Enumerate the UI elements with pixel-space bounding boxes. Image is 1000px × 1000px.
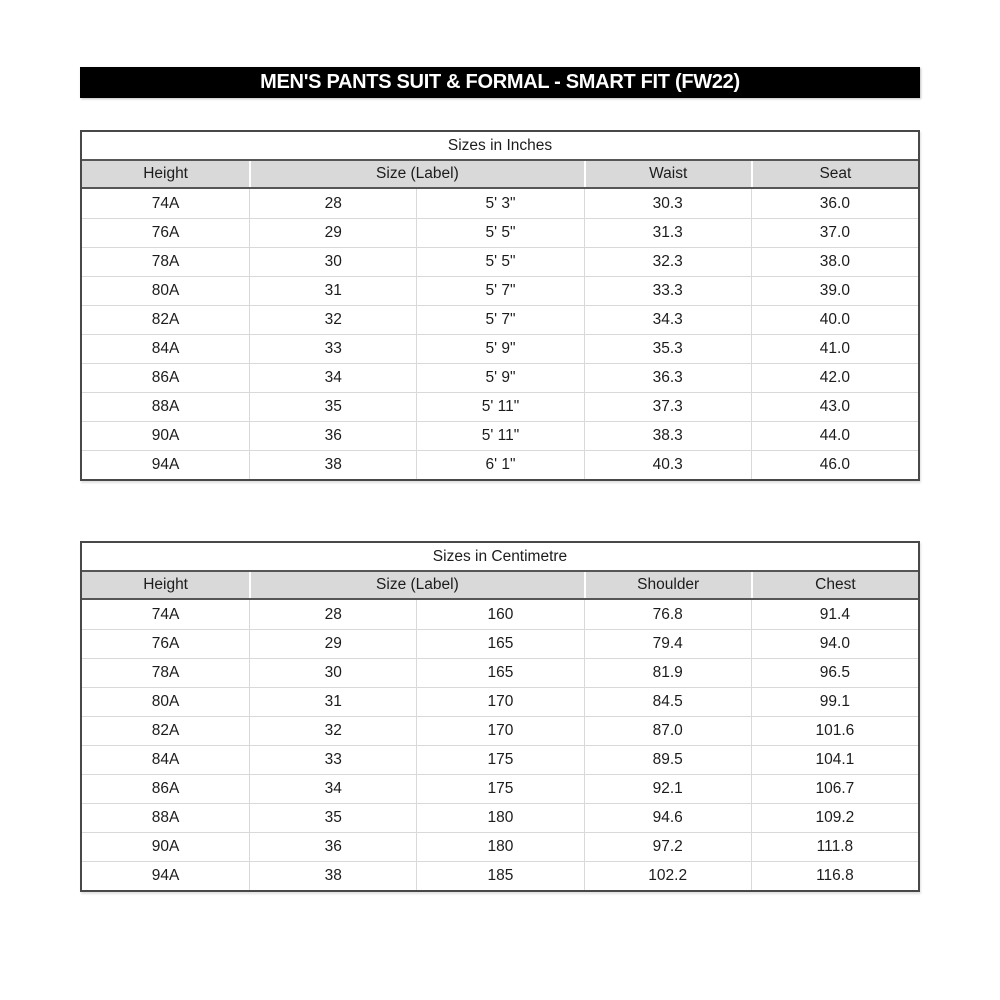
table-cell: 78A bbox=[151, 253, 180, 270]
table-row bbox=[82, 774, 918, 803]
table-cell: 90A bbox=[151, 427, 180, 444]
table-cell: 31.3 bbox=[584, 219, 751, 247]
table-cell: 5' 11" bbox=[416, 393, 583, 421]
table-row bbox=[82, 450, 918, 479]
table-cell: 36.3 bbox=[584, 364, 751, 392]
table-cell: 74A bbox=[151, 194, 180, 212]
table-cell: 78A bbox=[151, 664, 180, 681]
table-cell: 29 bbox=[249, 219, 416, 247]
table-cell: 28 bbox=[249, 189, 416, 218]
table-cell: 94.0 bbox=[751, 630, 918, 658]
table-row bbox=[82, 600, 918, 629]
table-cell: 5' 9" bbox=[416, 364, 583, 392]
column-header-waist: Waist bbox=[584, 161, 751, 187]
table-cell: 30 bbox=[249, 659, 416, 687]
table-cell: 30.3 bbox=[584, 189, 751, 218]
table-cell: 80A bbox=[151, 693, 180, 710]
table-cell: 88A bbox=[151, 398, 180, 415]
table-cell: 116.8 bbox=[751, 862, 918, 890]
table-cell: 36 bbox=[249, 422, 416, 450]
table-cell: 175 bbox=[416, 775, 583, 803]
table-row bbox=[82, 363, 918, 392]
table-title: Sizes in Inches bbox=[82, 132, 918, 159]
table-cell: 30 bbox=[249, 248, 416, 276]
column-header-size-label: Size (Label) bbox=[249, 161, 583, 187]
table-row bbox=[82, 276, 918, 305]
table-cell: 170 bbox=[416, 717, 583, 745]
chart-title-banner bbox=[80, 67, 920, 98]
table-cell: 46.0 bbox=[751, 451, 918, 479]
table-cell: 89.5 bbox=[584, 746, 751, 774]
table-cell: 38.3 bbox=[584, 422, 751, 450]
table-cell: 33 bbox=[249, 335, 416, 363]
table-cell: 32 bbox=[249, 306, 416, 334]
table-cell: 84A bbox=[151, 751, 180, 768]
table-cell: 38 bbox=[249, 862, 416, 890]
table-cell: 6' 1" bbox=[416, 451, 583, 479]
table-cell: 34 bbox=[249, 364, 416, 392]
table-cell: 90A bbox=[151, 838, 180, 855]
table-row bbox=[82, 247, 918, 276]
table-row bbox=[82, 687, 918, 716]
table-cell: 34 bbox=[249, 775, 416, 803]
table-cell: 40.0 bbox=[751, 306, 918, 334]
table-cell: 102.2 bbox=[584, 862, 751, 890]
column-header-seat: Seat bbox=[751, 161, 918, 187]
table-row bbox=[82, 334, 918, 363]
table-cell: 5' 7" bbox=[416, 306, 583, 334]
table-cell: 185 bbox=[416, 862, 583, 890]
table-row bbox=[82, 629, 918, 658]
table-cell: 165 bbox=[416, 659, 583, 687]
table-cell: 80A bbox=[151, 282, 180, 299]
table-cell: 76A bbox=[151, 224, 180, 241]
centimetre-size-table bbox=[80, 541, 920, 892]
table-cell: 5' 9" bbox=[416, 335, 583, 363]
table-cell: 32.3 bbox=[584, 248, 751, 276]
table-cell: 96.5 bbox=[751, 659, 918, 687]
table-header-row bbox=[82, 159, 918, 189]
table-cell: 74A bbox=[151, 605, 180, 623]
table-cell: 33.3 bbox=[584, 277, 751, 305]
table-cell: 88A bbox=[151, 809, 180, 826]
table-cell: 84.5 bbox=[584, 688, 751, 716]
table-cell: 36.0 bbox=[751, 189, 918, 218]
table-cell: 5' 3" bbox=[416, 189, 583, 218]
column-header-chest: Chest bbox=[751, 572, 918, 598]
table-cell: 42.0 bbox=[751, 364, 918, 392]
table-cell: 29 bbox=[249, 630, 416, 658]
table-cell: 111.8 bbox=[751, 833, 918, 861]
table-cell: 41.0 bbox=[751, 335, 918, 363]
column-header-height: Height bbox=[82, 572, 249, 598]
table-cell: 38 bbox=[249, 451, 416, 479]
table-row bbox=[82, 803, 918, 832]
table-row bbox=[82, 832, 918, 861]
column-header-height: Height bbox=[82, 161, 249, 187]
table-row bbox=[82, 305, 918, 334]
table-cell: 32 bbox=[249, 717, 416, 745]
column-header-size-label: Size (Label) bbox=[249, 572, 583, 598]
table-cell: 5' 7" bbox=[416, 277, 583, 305]
table-cell: 92.1 bbox=[584, 775, 751, 803]
table-cell: 81.9 bbox=[584, 659, 751, 687]
table-cell: 31 bbox=[249, 277, 416, 305]
table-cell: 40.3 bbox=[584, 451, 751, 479]
table-header-row bbox=[82, 570, 918, 600]
table-cell: 44.0 bbox=[751, 422, 918, 450]
table-cell: 180 bbox=[416, 833, 583, 861]
table-cell: 91.4 bbox=[751, 600, 918, 629]
table-cell: 35.3 bbox=[584, 335, 751, 363]
table-cell: 82A bbox=[151, 722, 180, 739]
table-cell: 76.8 bbox=[584, 600, 751, 629]
table-cell: 101.6 bbox=[751, 717, 918, 745]
table-cell: 35 bbox=[249, 804, 416, 832]
table-cell: 165 bbox=[416, 630, 583, 658]
table-cell: 175 bbox=[416, 746, 583, 774]
table-cell: 5' 5" bbox=[416, 248, 583, 276]
column-header-shoulder: Shoulder bbox=[584, 572, 751, 598]
table-cell: 99.1 bbox=[751, 688, 918, 716]
table-title: Sizes in Centimetre bbox=[82, 543, 918, 570]
table-cell: 170 bbox=[416, 688, 583, 716]
table-cell: 97.2 bbox=[584, 833, 751, 861]
table-cell: 86A bbox=[151, 369, 180, 386]
table-row bbox=[82, 218, 918, 247]
table-cell: 94A bbox=[151, 456, 180, 473]
table-row bbox=[82, 421, 918, 450]
table-cell: 34.3 bbox=[584, 306, 751, 334]
table-cell: 79.4 bbox=[584, 630, 751, 658]
table-cell: 82A bbox=[151, 311, 180, 328]
table-cell: 180 bbox=[416, 804, 583, 832]
table-row bbox=[82, 745, 918, 774]
table-cell: 37.0 bbox=[751, 219, 918, 247]
table-cell: 5' 11" bbox=[416, 422, 583, 450]
table-cell: 31 bbox=[249, 688, 416, 716]
table-cell: 86A bbox=[151, 780, 180, 797]
table-cell: 94.6 bbox=[584, 804, 751, 832]
table-cell: 160 bbox=[416, 600, 583, 629]
table-cell: 35 bbox=[249, 393, 416, 421]
table-cell: 36 bbox=[249, 833, 416, 861]
table-cell: 39.0 bbox=[751, 277, 918, 305]
table-cell: 84A bbox=[151, 340, 180, 357]
table-row bbox=[82, 861, 918, 890]
table-cell: 87.0 bbox=[584, 717, 751, 745]
table-cell: 76A bbox=[151, 635, 180, 652]
table-cell: 37.3 bbox=[584, 393, 751, 421]
table-row bbox=[82, 189, 918, 218]
table-cell: 94A bbox=[151, 867, 180, 884]
table-cell: 106.7 bbox=[751, 775, 918, 803]
chart-title: MEN'S PANTS SUIT & FORMAL - SMART FIT (FW22) bbox=[260, 71, 740, 93]
table-cell: 38.0 bbox=[751, 248, 918, 276]
table-row bbox=[82, 392, 918, 421]
table-cell: 109.2 bbox=[751, 804, 918, 832]
table-row bbox=[82, 658, 918, 687]
inches-size-table bbox=[80, 130, 920, 481]
table-row bbox=[82, 716, 918, 745]
table-cell: 28 bbox=[249, 600, 416, 629]
table-cell: 104.1 bbox=[751, 746, 918, 774]
table-cell: 43.0 bbox=[751, 393, 918, 421]
table-cell: 33 bbox=[249, 746, 416, 774]
table-cell: 5' 5" bbox=[416, 219, 583, 247]
